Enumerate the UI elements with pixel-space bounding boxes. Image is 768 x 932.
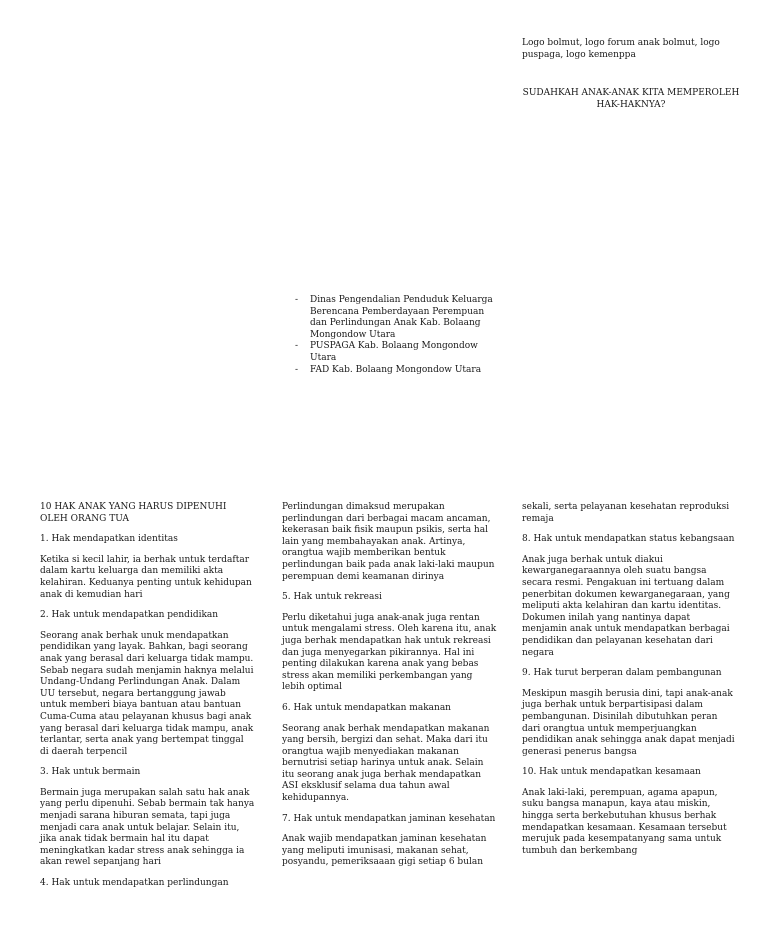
right-paragraph: Anak laki-laki, perempuan, agama apapun, suku bangsa manapun, kaya atau miskin, hingga serta berkebutuhan khusus berhak mendapatkan kesamaan. Kesamaan tersebut merujuk pada kesempatanyang sama untuk tumbuh dan berkembang [522,787,727,856]
cover-title: SUDAHKAH ANAK-ANAK KITA MEMPEROLEH HAK-HAKNYA? [522,88,740,110]
right-heading: 10. Hak untuk mendapatkan kesamaan [522,767,701,778]
right-heading: 1. Hak mendapatkan identitas [40,534,178,545]
right-paragraph: Meskipun masgih berusia dini, tapi anak-anak juga berhak untuk berpartisipasi dalam pembangunan. Disinilah dibutuhkan peran dari orangtua untuk memperjuangkan pendidikan anak sehingga anak dapat menjadi generasi penerus bangsa [522,688,735,757]
right-heading: 8. Hak untuk mendapatkan status kebangsaan [522,534,735,545]
organization-item: - PUSPAGA Kab. Bolaang Mongondow Utara [295,341,500,364]
right-paragraph: Perlindungan dimaksud merupakan perlindungan dari berbagai macam ancaman, kekerasan baik fisik maupun psikis, serta hal lain yang membahayakan anak. Artinya, orangtua wajib memberikan bentuk perlindungan baik pada anak laki-laki maupun perempuan demi keamanan dirinya [282,502,495,582]
logo-placeholder-note: Logo bolmut, logo forum anak bolmut, logo puspaga, logo kemenppa [522,38,720,60]
organization-item: - Dinas Pengendalian Penduduk Keluarga Berencana Pemberdayaan Perempuan dan Perlindungan Anak Kab. Bolaang Mongondow Utara [295,295,500,341]
right-heading: 6. Hak untuk mendapatkan makanan [282,702,451,713]
organization-list [295,295,500,376]
right-heading: 4. Hak untuk mendapatkan perlindungan [40,878,229,889]
section-heading: 10 HAK ANAK YANG HARUS DIPENUHI OLEH ORANG TUA [40,502,227,524]
right-paragraph: sekali, serta pelayanan kesehatan reproduksi remaja [522,502,730,524]
right-heading: 7. Hak untuk mendapatkan jaminan kesehatan [282,813,496,824]
right-paragraph: Bermain juga merupakan salah satu hak anak yang perlu dipenuhi. Sebab bermain tak hanya menjadi sarana hiburan semata, tapi juga menjadi cara anak untuk belajar. Selain itu, jika anak tidak bermain hal itu dapat meningkatkan kadar stress anak sehingga ia akan rewel sepanjang hari [40,787,255,868]
right-paragraph: Anak wajib mendapatkan jaminan kesehatan yang meliputi imunisasi, makanan sehat, posyandu, pemeriksaaan gigi setiap 6 bulan [282,834,487,868]
right-paragraph: Seorang anak berhak unuk mendapatkan pendidikan yang layak. Bahkan, bagi seorang anak yang berasal dari keluarga tidak mampu. Sebab negara sudah menjamin haknya melalui Undang-Undang Perlindungan Anak. Dalam UU tersebut, negara bertanggung jawab untuk memberi biaya bantuan atau bantuan Cuma-Cuma atau pelayanan khusus bagi anak yang berasal dari keluarga tidak mampu, anak terlantar, serta anak yang bertempat tinggal di daerah terpencil [40,630,254,757]
right-heading: 9. Hak turut berperan dalam pembangunan [522,668,722,679]
content-column-1 [40,502,255,899]
right-paragraph: Perlu diketahui juga anak-anak juga rentan untuk mengalami stress. Oleh karena itu, anak juga berhak mendapatkan hak untuk rekreasi dan juga menyegarkan pikirannya. Hal ini penting dilakukan karena anak yang bebas stress akan memiliki perkembangan yang lebih optimal [282,612,497,693]
right-paragraph: Ketika si kecil lahir, ia berhak untuk terdaftar dalam kartu keluarga dan memiliki akta kelahiran. Keduanya penting untuk kehidupan anak di kemudian hari [40,554,252,600]
right-heading: 5. Hak untuk rekreasi [282,592,382,603]
content-column-3 [522,502,737,866]
organization-item: - FAD Kab. Bolaang Mongondow Utara [295,365,500,377]
right-heading: 2. Hak untuk mendapatkan pendidikan [40,610,219,621]
right-heading: 3. Hak untuk bermain [40,767,141,778]
content-column-2 [282,502,497,878]
right-paragraph: Seorang anak berhak mendapatkan makanan yang bersih, bergizi dan sehat. Maka dari itu orangtua wajib menyediakan makanan bernutrisi setiap harinya untuk anak. Selain itu seorang anak juga berhak mendapatkan ASI eksklusif selama dua tahun awal kehidupannya. [282,723,490,804]
right-paragraph: Anak juga berhak untuk diakui kewarganegaraannya oleh suatu bangsa secara resmi. Pengakuan ini tertuang dalam penerbitan dokumen kewarganegaraan, yang meliputi akta kelahiran dan kartu identitas. Dokumen inilah yang nantinya dapat menjamin anak untuk mendapatkan berbagai pendidikan dan pelayanan kesehatan dari negara [522,554,730,658]
